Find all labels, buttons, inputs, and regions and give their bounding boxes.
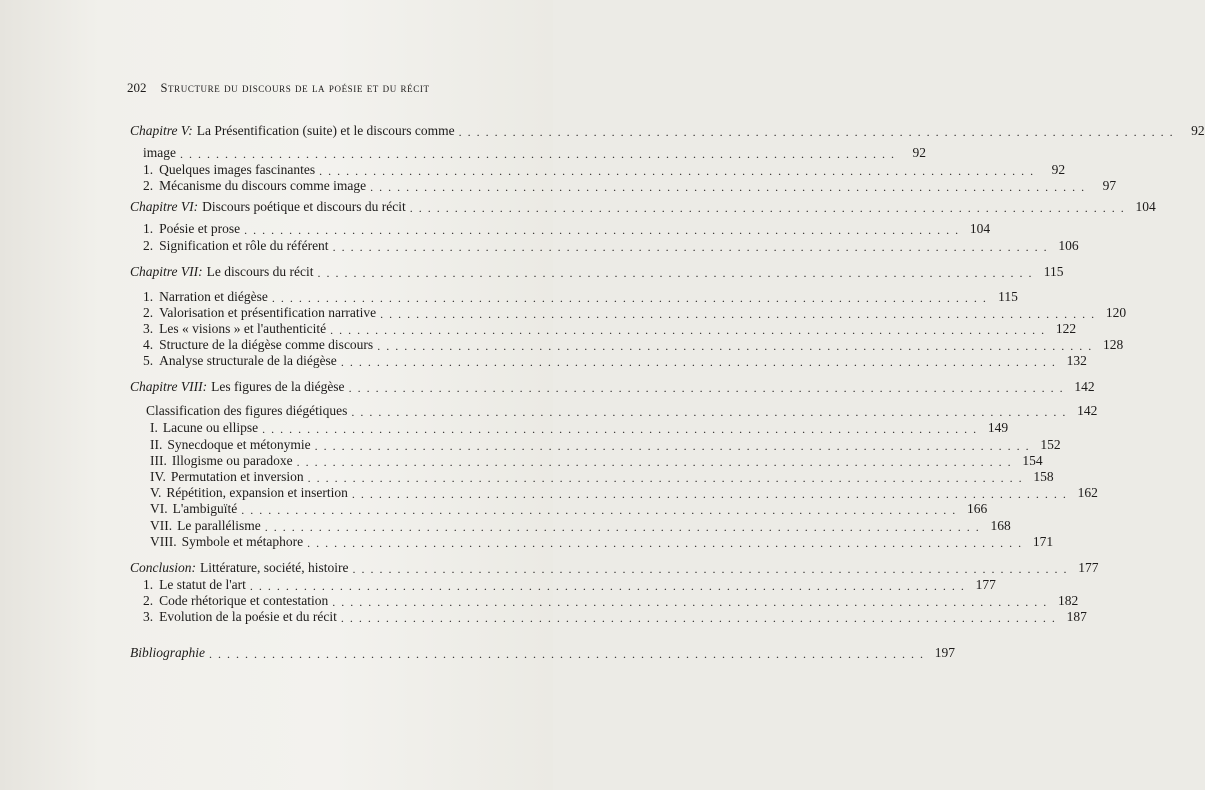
- entry-title: Permutation et inversion: [170, 469, 304, 484]
- chapter-title: Discours poétique et discours du récit: [202, 199, 406, 214]
- page-ref: 187: [1066, 609, 1087, 624]
- dot-leader: ................................................................................: [307, 536, 1028, 550]
- dot-leader: ................................................................................: [330, 323, 1051, 337]
- entry-title: Structure de la diégèse comme discours: [159, 337, 374, 352]
- toc-entry: [130, 379, 1095, 395]
- entry-number: II.: [150, 437, 163, 452]
- entry-title: Analyse structurale de la diégèse: [159, 353, 337, 368]
- entry-title: Synecdoque et métonymie: [167, 437, 311, 452]
- page-ref: 152: [1040, 437, 1061, 452]
- page-ref: 92: [1051, 162, 1066, 177]
- entry-number: 1.: [143, 221, 154, 236]
- entry-number: VII.: [150, 518, 173, 533]
- page-ref: 97: [1102, 178, 1117, 193]
- toc-entry: [130, 645, 955, 661]
- entry-title: Lacune ou ellipse: [162, 420, 259, 435]
- dot-leader: ................................................................................: [249, 579, 970, 593]
- toc-entry: [143, 145, 926, 161]
- entry-number: I.: [150, 420, 158, 435]
- page-ref: 132: [1066, 353, 1087, 368]
- toc-entry: [143, 238, 1079, 254]
- chapter-title: Les figures de la diégèse: [211, 379, 345, 394]
- page-ref: 122: [1055, 321, 1077, 336]
- chapter-title: La Présentification (suite) et le discours comme: [196, 123, 455, 138]
- page-ref: 120: [1105, 305, 1127, 320]
- dot-leader: ................................................................................: [351, 487, 1072, 501]
- toc-entry: [150, 485, 1098, 501]
- entry-number: VI.: [150, 501, 168, 516]
- toc-entry: [150, 534, 1054, 550]
- page-ref: 149: [987, 420, 1009, 435]
- dot-leader: ................................................................................: [307, 471, 1028, 485]
- entry-number: 5.: [143, 353, 154, 368]
- entry-title: Quelques images fascinantes: [159, 162, 316, 177]
- entry-number: 1.: [143, 162, 154, 177]
- entry-number: VIII.: [150, 534, 177, 549]
- toc-entry: [143, 305, 1127, 321]
- dot-leader: ................................................................................: [332, 240, 1053, 254]
- page-ref: 197: [934, 645, 955, 660]
- page-ref: 142: [1074, 379, 1095, 394]
- chapter-label: Bibliographie: [130, 645, 205, 660]
- toc-entry: [143, 609, 1087, 625]
- page-ref: 142: [1077, 403, 1098, 418]
- dot-leader: ................................................................................: [296, 455, 1017, 469]
- dot-leader: ................................................................................: [370, 180, 1091, 194]
- entry-number: 3.: [143, 321, 154, 336]
- toc-entry: [150, 420, 1009, 436]
- entry-number: 2.: [143, 305, 154, 320]
- page-ref: 115: [998, 289, 1018, 304]
- entry-number: 1.: [143, 577, 154, 592]
- toc-entry: [150, 437, 1061, 453]
- chapter-label: Chapitre VII:: [130, 264, 203, 279]
- toc-entry: [146, 403, 1098, 419]
- entry-title: Narration et diégèse: [159, 289, 268, 304]
- entry-number: V.: [150, 485, 162, 500]
- chapter-label: Conclusion:: [130, 560, 196, 575]
- dot-leader: ................................................................................: [340, 611, 1061, 625]
- entry-title: Symbole et métaphore: [181, 534, 304, 549]
- dot-leader: ................................................................................: [241, 503, 962, 517]
- page-ref: 106: [1058, 238, 1079, 253]
- page-ref: 115: [1043, 264, 1064, 279]
- toc-entry: [143, 221, 991, 237]
- dot-leader: ................................................................................: [209, 647, 929, 661]
- entry-number: 2.: [143, 593, 154, 608]
- toc-entry: [143, 289, 1018, 305]
- page-ref: 168: [990, 518, 1011, 533]
- toc-entry: [150, 518, 1011, 534]
- dot-leader: ................................................................................: [409, 201, 1130, 215]
- page-ref: 104: [1135, 199, 1156, 214]
- page-ref: 158: [1033, 469, 1054, 484]
- toc-entry: [150, 501, 988, 517]
- toc-entry: [150, 453, 1043, 469]
- entry-number: 3.: [143, 609, 154, 624]
- toc-entry: [143, 577, 996, 593]
- page-ref: 92: [912, 145, 926, 160]
- entry-number: 1.: [143, 289, 154, 304]
- dot-leader: ................................................................................: [180, 147, 900, 161]
- entry-title: Poésie et prose: [159, 221, 241, 236]
- entry-title: Code rhétorique et contestation: [159, 593, 329, 608]
- chapter-title: Littérature, société, histoire: [200, 560, 349, 575]
- page-ref: 177: [1078, 560, 1099, 575]
- entry-number: 2.: [143, 238, 154, 253]
- dot-leader: ................................................................................: [458, 125, 1179, 139]
- entry-title: Le statut de l'art: [159, 577, 246, 592]
- entry-number: IV.: [150, 469, 166, 484]
- toc-entry: [150, 469, 1054, 485]
- dot-leader: ................................................................................: [377, 339, 1098, 353]
- page-number: 202: [127, 80, 147, 95]
- page-ref: 177: [975, 577, 996, 592]
- dot-leader: ................................................................................: [348, 381, 1069, 395]
- entry-title: Signification et rôle du référent: [159, 238, 329, 253]
- dot-leader: ................................................................................: [314, 439, 1035, 453]
- running-title: Structure du discours de la poésie et du récit: [160, 81, 430, 95]
- toc-entry: [143, 593, 1079, 609]
- page-ref: 162: [1077, 485, 1098, 500]
- chapter-label: Chapitre VIII:: [130, 379, 208, 394]
- entry-number: III.: [150, 453, 167, 468]
- entry-title: image: [143, 145, 176, 160]
- page-ref: 166: [967, 501, 988, 516]
- entry-title: Illogisme ou paradoxe: [171, 453, 293, 468]
- toc-entry: [143, 321, 1077, 337]
- page-ref: 171: [1032, 534, 1054, 549]
- dot-leader: ................................................................................: [262, 422, 983, 436]
- entry-number: 4.: [143, 337, 154, 352]
- toc-entry: [130, 199, 1156, 215]
- page-ref: 92: [1191, 123, 1205, 138]
- dot-leader: ................................................................................: [340, 355, 1061, 369]
- dot-leader: ................................................................................: [319, 164, 1040, 178]
- toc-entry: [130, 123, 1205, 139]
- chapter-title: Le discours du récit: [206, 264, 314, 279]
- page-ref: 154: [1022, 453, 1043, 468]
- entry-number: 2.: [143, 178, 154, 193]
- dot-leader: ................................................................................: [380, 307, 1101, 321]
- dot-leader: ................................................................................: [264, 520, 985, 534]
- entry-title: Le parallélisme: [177, 518, 261, 533]
- dot-leader: ................................................................................: [317, 266, 1038, 280]
- dot-leader: ................................................................................: [271, 291, 992, 305]
- dot-leader: ................................................................................: [332, 595, 1053, 609]
- entry-title: Les « visions » et l'authenticité: [159, 321, 327, 336]
- page-ref: 182: [1057, 593, 1079, 608]
- dot-leader: ................................................................................: [244, 223, 965, 237]
- page-ref: 104: [969, 221, 991, 236]
- entry-title: L'ambiguïté: [172, 501, 238, 516]
- toc-entry: [130, 560, 1099, 576]
- entry-title: Classification des figures diégétiques: [146, 403, 348, 418]
- entry-title: Evolution de la poésie et du récit: [159, 609, 337, 624]
- entry-title: Mécanisme du discours comme image: [159, 178, 367, 193]
- dot-leader: ................................................................................: [352, 562, 1073, 576]
- entry-title: Valorisation et présentification narrative: [159, 305, 377, 320]
- toc-entry: [130, 264, 1064, 280]
- toc-entry: [143, 337, 1124, 353]
- chapter-label: Chapitre VI:: [130, 199, 199, 214]
- toc-entry: [143, 178, 1117, 194]
- dot-leader: ................................................................................: [351, 405, 1072, 419]
- page-ref: 128: [1102, 337, 1124, 352]
- toc-entry: [143, 162, 1066, 178]
- chapter-label: Chapitre V:: [130, 123, 193, 138]
- toc-entry: [143, 353, 1087, 369]
- entry-title: Répétition, expansion et insertion: [166, 485, 348, 500]
